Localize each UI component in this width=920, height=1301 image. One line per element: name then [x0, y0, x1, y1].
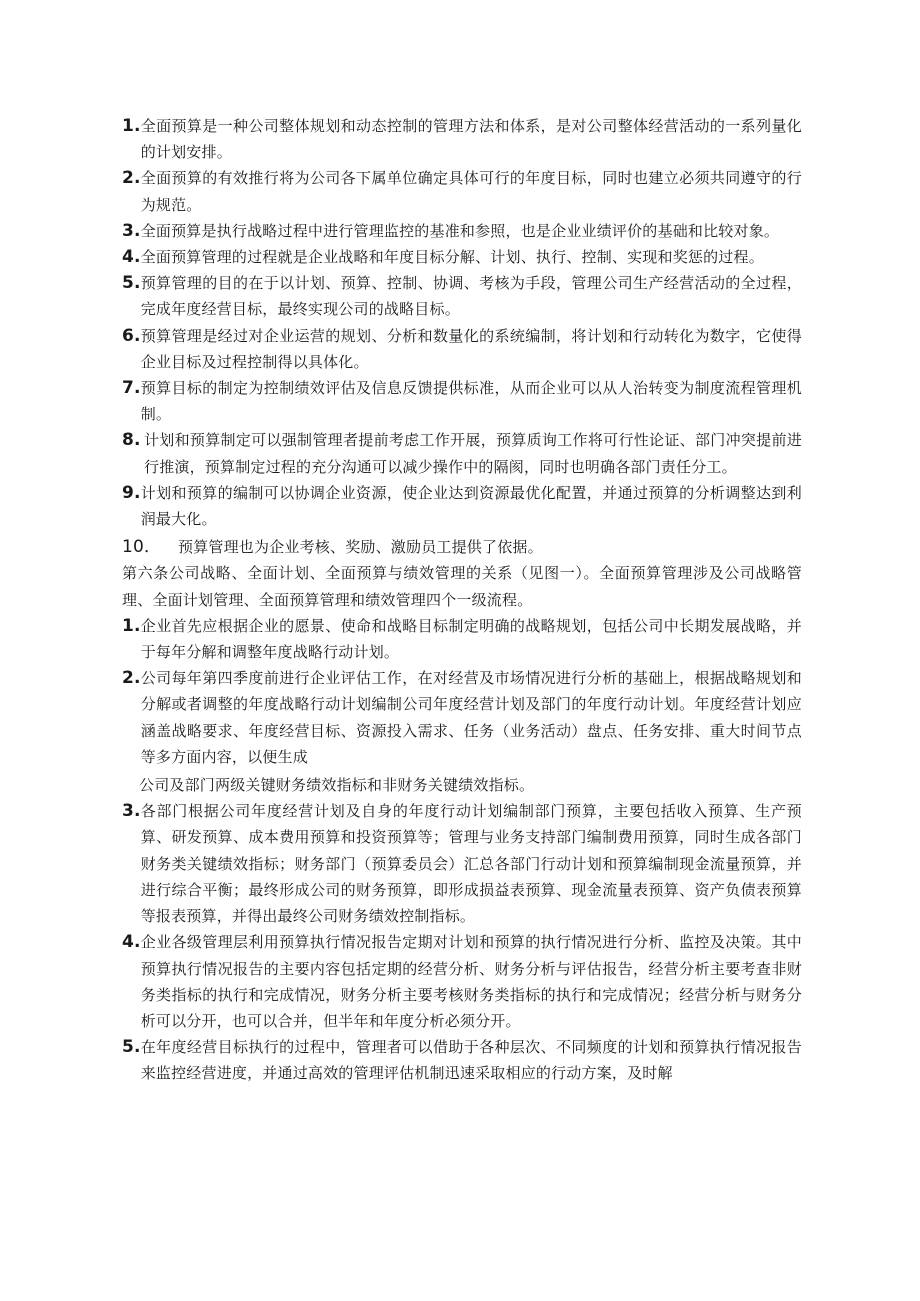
item-text: 企业首先应根据企业的愿景、使命和战略目标制定明确的战略规划，包括公司中长期发展战略，并于每年分解和调整年度战略行动计划。 — [140, 616, 802, 662]
item-text: 全面预算的有效推行将为公司各下属单位确定具体可行的年度目标，同时也建立必须共同遵守的行为规范。 — [140, 169, 802, 214]
item-number: 9. — [122, 482, 141, 503]
list-item — [122, 534, 802, 560]
item-number: 7. — [122, 378, 141, 399]
item-number: 3. — [122, 220, 141, 241]
item-text: 预算管理也为企业考核、奖励、激励员工提供了依据。 — [178, 538, 543, 557]
item-number: 1. — [122, 615, 141, 636]
item-text: 在年度经营目标执行的过程中，管理者可以借助于各种层次、不同频度的计划和预算执行情况报告来监控经营进度，并通过高效的管理评估机制迅速采取相应的行动方案，及时解 — [140, 1038, 802, 1083]
list-item — [122, 375, 802, 427]
list-item — [122, 270, 802, 322]
item-number: 10． — [122, 537, 162, 558]
list-item — [122, 113, 802, 165]
article-six-paragraph: 第六条公司战略、全面计划、全面预算与绩效管理的关系（见图一）。全面预算管理涉及公司战略管理、全面计划管理、全面预算管理和绩效管理四个一级流程。 — [122, 564, 802, 609]
item-number: 2. — [122, 668, 141, 689]
list-item — [122, 427, 802, 479]
item-text: 各部门根据公司年度经营计划及自身的年度行动计划编制部门预算，主要包括收入预算、生产预算、研发预算、成本费用预算和投资预算等；管理与业务支持部门编制费用预算，同时生成各部门财务类关键绩效指标；财务部门（预算委员会）汇总各部门行动计划和预算编制现金流量预算，并进行综合平衡；最终形成公司的财务预算，即形成损益表预算、现金流量表预算、资产负债表预算等报表预算，并得出最终公司财务绩效控制指标。 — [140, 802, 802, 926]
list-item — [122, 613, 802, 665]
item-continuation: 公司及部门两级关键财务绩效指标和非财务关键绩效指标。 — [139, 776, 535, 795]
list-item — [122, 665, 802, 770]
item-text: 预算管理的目的在于以计划、预算、控制、协调、考核为手段，管理公司生产经营活动的全过程，完成年度经营目标，最终实现公司的战略目标。 — [140, 274, 802, 319]
item-number: 5. — [122, 1037, 141, 1058]
list-item — [122, 323, 802, 375]
item-number: 6. — [122, 325, 141, 346]
list-item — [122, 218, 802, 244]
list-item — [122, 798, 802, 929]
item-text: 计划和预算制定可以强制管理者提前考虑工作开展，预算质询工作将可行性论证、部门冲突提前进行推演，预算制定过程的充分沟通可以减少操作中的隔阂，同时也明确各部门责任分工。 — [144, 431, 802, 476]
list-item — [122, 244, 802, 270]
item-text: 企业各级管理层利用预算执行情况报告定期对计划和预算的执行情况进行分析、监控及决策。其中预算执行情况报告的主要内容包括定期的经营分析、财务分析与评估报告，经营分析主要考查非财务类指标的执行和完成情况，财务分析主要考核财务类指标的执行和完成情况；经营分析与财务分析可以分开，也可以合并，但半年和年度分析必须分开。 — [140, 933, 802, 1030]
list-item — [122, 165, 802, 217]
item-text: 全面预算管理的过程就是企业战略和年度目标分解、计划、执行、控制、实现和奖惩的过程。 — [140, 248, 764, 267]
item-text: 计划和预算的编制可以协调企业资源，使企业达到资源最优化配置，并通过预算的分析调整达到利润最大化。 — [140, 483, 802, 529]
item-text: 全面预算是执行战略过程中进行管理监控的基准和参照，也是企业业绩评价的基础和比较对象。 — [140, 221, 780, 240]
item-number: 4. — [122, 247, 141, 268]
item-number: 5. — [122, 273, 141, 294]
item-text: 全面预算是一种公司整体规划和动态控制的管理方法和体系，是对公司整体经营活动的一系列量化的计划安排。 — [140, 117, 802, 162]
list-item — [122, 929, 802, 1034]
item-text: 预算目标的制定为控制绩效评估及信息反馈提供标准，从而企业可以从人治转变为制度流程管理机制。 — [140, 379, 802, 424]
item-number: 4. — [122, 932, 141, 953]
item-number: 3. — [122, 801, 141, 822]
item-number: 8. — [122, 430, 141, 451]
item-number: 2. — [122, 168, 141, 189]
list-item — [122, 480, 802, 532]
item-text: 公司每年第四季度前进行企业评估工作，在对经营及市场情况进行分析的基础上，根据战略规划和分解或者调整的年度战略行动计划编制公司年度经营计划及部门的年度行动计划。年度经营计划应涵盖战略要求、年度经营目标、资源投入需求、任务（业务活动）盘点、任务安排、重大时间节点等多方面内容，以便生成 — [140, 669, 802, 766]
item-text: 预算管理是经过对企业运营的规划、分析和数量化的系统编制，将计划和行动转化为数字，它使得企业目标及过程控制得以具体化。 — [140, 326, 802, 371]
document-body — [122, 113, 802, 1087]
list-item — [122, 1034, 802, 1086]
item-number: 1. — [122, 116, 141, 136]
